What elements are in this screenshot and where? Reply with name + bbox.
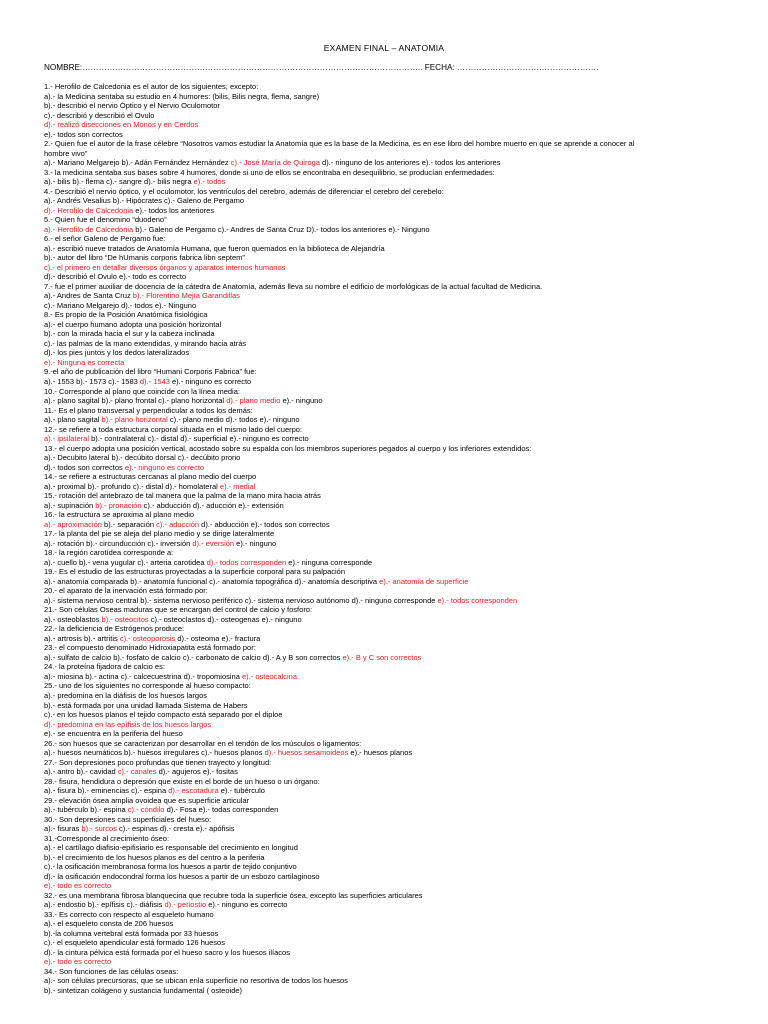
answer-highlight: b).- pronación <box>95 500 142 510</box>
line-text: 6.- el señor Galeno de Pergamo fue: <box>44 234 166 244</box>
line-text: 25.- uno de los siguientes no corresponde al hueso compacto: <box>44 681 251 691</box>
line-text: e).- tubérculo <box>218 786 265 796</box>
line-text: 34.- Son funciones de las células oseas: <box>44 966 179 976</box>
exam-line <box>44 434 734 444</box>
exam-line <box>44 796 734 806</box>
line-text: b).-la columna vertebral está formada por 33 huesos <box>44 928 219 938</box>
exam-line <box>44 339 734 349</box>
line-text: 3.- la medicina sentaba sus bases sobre 4 humores, donde si uno de ellos se encontraba en desequilibrio, se producían enfermedades: <box>44 167 495 177</box>
answer-highlight: d).- 1543 <box>139 376 170 386</box>
exam-line <box>44 244 734 254</box>
answer-highlight: c).- canales <box>117 767 157 777</box>
line-text: c).- osteoclastos d).- osteogenas e).- ninguno <box>148 614 302 624</box>
exam-line <box>44 548 734 558</box>
line-text: c).- espinas d).- cresta e).- apófisis <box>116 824 235 834</box>
question-list <box>44 82 734 996</box>
exam-line <box>44 777 734 787</box>
exam-line <box>44 529 734 539</box>
line-text: a).- 1553 b).- 1573 c).- 1583 <box>44 376 140 386</box>
answer-highlight: d).- huesos sesamoideos <box>264 748 349 758</box>
exam-line <box>44 872 734 882</box>
answer-highlight: d).- periostio <box>164 900 207 910</box>
line-text: a).- plano sagital b).- plano frontal c).- plano horizontal <box>44 396 227 406</box>
exam-line <box>44 948 734 958</box>
exam-line <box>44 891 734 901</box>
line-text: 27.- Son depresiones poco profundas que tienen trayecto y longitud: <box>44 757 272 767</box>
exam-line <box>44 729 734 739</box>
exam-line <box>44 624 734 634</box>
answer-highlight: e).- todos <box>193 177 226 187</box>
exam-title: EXAMEN FINAL – ANATOMIA <box>323 43 445 53</box>
line-text: a).- sulfato de calcio b).- fosfato de calcio c).- carbonato de calcio d).- A y B son correctos <box>44 652 343 662</box>
line-text: 13.- el cuerpo adopta una posición vertical, acostado sobre su espalda con los miembros superiores pegados al cuerpo y los inferiores extendidos: <box>44 443 532 453</box>
line-text: e).- ninguno <box>234 538 277 548</box>
exam-line <box>44 253 734 263</box>
line-text: a).- supinación <box>44 500 96 510</box>
answer-highlight: e).- ninguno es correcto <box>124 462 205 472</box>
line-text: d).- agujeros e).- fositas <box>156 767 238 777</box>
line-text: d).- describió el Ovulo e).- todo es correcto <box>44 272 187 282</box>
exam-line <box>44 263 734 273</box>
exam-line <box>44 767 734 777</box>
exam-line <box>44 111 734 121</box>
answer-highlight: b).- plano horizontal <box>101 415 168 425</box>
line-text: c).- en los huesos planos el tejido compacto está separado por el diploe <box>44 710 283 720</box>
line-text: d).- la cintura pélvica está formada por el hueso sacro y los huesos ilíacos <box>44 947 290 957</box>
line-text: a).- artrosis b).- artritis <box>44 633 120 643</box>
exam-line <box>44 662 734 672</box>
line-text: d).- los pies juntos y los dedos lateralizados <box>44 348 190 358</box>
line-text: 1.- Herofilo de Calcedonia es el autor de los siguientes; excepto: <box>44 82 259 91</box>
line-text: b).- con la mirada hacia el sur y la cabeza inclinada <box>44 329 215 339</box>
line-text: a).- el cuerpo humano adopta una posición horizontal <box>44 319 222 329</box>
line-text: 19.- Es el estudio de las estructuras proyectadas a la superficie corporal para su palpación <box>44 567 345 577</box>
answer-highlight: e).- B y C son correctos <box>342 652 422 662</box>
line-text: a).- el cartílago diafisio-epifisiario es responsable del crecimiento en longitud <box>44 843 298 853</box>
line-text: a).- plano sagital <box>44 415 102 425</box>
exam-line <box>44 491 734 501</box>
line-text: 16.- la estructura se aproxima al plano medio <box>44 510 195 520</box>
line-text: a).- bilis b).- flema c).- sangre d).- bilis negra <box>44 177 194 187</box>
line-text: c).- Mariano Melgarejo d).- todos e).- Ninguno <box>44 300 197 310</box>
exam-line <box>44 815 734 825</box>
line-text: 17.- la planta del pie se aleja del plano medio y se dirige lateralmente <box>44 529 275 539</box>
answer-highlight: d).- eversión <box>192 538 235 548</box>
exam-line <box>44 453 734 463</box>
exam-line <box>44 282 734 292</box>
answer-highlight: c).- José María de Quiroga <box>230 158 320 168</box>
exam-line <box>44 482 734 492</box>
exam-line <box>44 691 734 701</box>
line-text: a).- tubérculo b).- espina <box>44 805 128 815</box>
exam-line <box>44 130 734 140</box>
exam-line <box>44 634 734 644</box>
line-text: 14.- se refiere a estructuras cercanas al plano medio del cuerpo <box>44 472 257 482</box>
exam-line <box>44 234 734 244</box>
line-text: e).- todos son correctos <box>44 129 123 139</box>
line-text: c).- el esqueleto apendicular está formado 126 huesos <box>44 938 225 948</box>
exam-line <box>44 758 734 768</box>
line-text: b).- el crecimiento de los huesos planos es del centro a la periferia <box>44 852 265 862</box>
line-text: 12.- se refiere a toda estructura corporal situada en el mismo lado del cuerpo: <box>44 424 303 434</box>
line-text: c).- describió y describió el Ovulo <box>44 110 155 120</box>
exam-line <box>44 681 734 691</box>
line-text: c).- la osificación membranosa forma los huesos a partir de tejido conjuntivo <box>44 862 297 872</box>
line-text: a).- endostio b).- epífisis c).- diáfisis <box>44 900 165 910</box>
line-text: 33.- Es correcto con respecto al esqueleto humano <box>44 909 214 919</box>
line-text: a).- proximal b).- profundo c).- distal d).- homolateral <box>44 481 220 491</box>
exam-line <box>44 310 734 320</box>
exam-line <box>44 291 734 301</box>
line-text: e).- ninguna corresponde <box>286 557 373 567</box>
exam-line <box>44 558 734 568</box>
line-text: b).- está formada por una unidad llamada Sistema de Habers <box>44 700 248 710</box>
line-text: 26.- son huesos que se caracterizan por desarrollar en el tendón de los músculos o ligamentos: <box>44 738 362 748</box>
answer-highlight: c).- aducción <box>156 519 200 529</box>
line-text: a).- el esqueleto consta de 206 huesos <box>44 919 174 929</box>
exam-line <box>44 187 734 197</box>
exam-line <box>44 710 734 720</box>
answer-highlight: e).- osteocalcina <box>242 671 298 681</box>
answer-highlight: a).- ipsilateral <box>44 434 90 444</box>
answer-highlight: d).- plano medio <box>226 396 281 406</box>
answer-highlight: a).- Herofilo de Calcedonia <box>44 224 134 234</box>
exam-line <box>44 377 734 387</box>
exam-line <box>44 520 734 530</box>
answer-highlight: e).- medial <box>219 481 256 491</box>
line-text: b).- separación <box>101 519 157 529</box>
answer-highlight: b).- surcos <box>81 824 117 834</box>
exam-line <box>44 92 734 102</box>
exam-line <box>44 301 734 311</box>
exam-line <box>44 786 734 796</box>
line-text: 29.- elevación ósea amplia ovoidea que es superficie articular <box>44 795 250 805</box>
exam-line <box>44 396 734 406</box>
line-text: a).- sistema nervioso central b).- sistema nervioso periférico c).- sistema nervioso autónomo d).- ninguno corresponde <box>44 595 438 605</box>
exam-line <box>44 444 734 454</box>
exam-line <box>44 320 734 330</box>
line-text: b).- autor del libro “De hUmanis corporis fabrica libri septem” <box>44 253 245 263</box>
line-text: a).- Andrés Vesalius b).- Hipócrates c).- Galeno de Pergamo <box>44 196 245 206</box>
line-text: d).- todos son correctos <box>44 462 125 472</box>
exam-line <box>44 348 734 358</box>
exam-line <box>44 149 734 159</box>
line-text: d).- abducción e).- todos son correctos <box>199 519 330 529</box>
exam-line <box>44 139 734 149</box>
exam-line <box>44 387 734 397</box>
line-text: 4.- Describió el nervio óptico, y el oculomotor, los ventrículos del cerebro, además de diferenciar el cerebro del cerebelo: <box>44 186 444 196</box>
exam-line <box>44 976 734 986</box>
line-text: d).- osteoma e).- fractura <box>175 633 261 643</box>
line-text: hombre vivo” <box>44 148 88 158</box>
exam-line <box>44 900 734 910</box>
answer-highlight: e).- todo es correcto <box>44 957 112 967</box>
line-text: a).- osteoblastos <box>44 614 102 624</box>
line-text: 18.- la región carotídea corresponde a: <box>44 548 174 558</box>
exam-line <box>44 986 734 996</box>
line-text: 11.- Es el plano transversal y perpendicular a todos los demás: <box>44 405 253 415</box>
exam-line <box>44 805 734 815</box>
exam-line <box>44 158 734 168</box>
answer-highlight: d).- escotadura <box>168 786 219 796</box>
line-text: a).- miosina b).- actina c).- calcecuestrina d).- tropomiosina <box>44 671 242 681</box>
exam-line <box>44 720 734 730</box>
exam-line <box>44 919 734 929</box>
line-text: 32.- es una membrana fibrosa blanquecina que recubre toda la superficie ósea, excepto las superficies articulares <box>44 890 423 900</box>
line-text: a).- la Medicina sentaba su estudio en 4 humores: (bilis, Bilis negra, flema, sangre) <box>44 91 320 101</box>
line-text: 28.- fisura, hendidura o depresión que existe en el borde de un hueso o un órgano: <box>44 776 320 786</box>
answer-highlight: e).- anatomía de superficie <box>379 576 469 586</box>
exam-line <box>44 406 734 416</box>
line-text: 20.- el aparato de la inervación está formado por: <box>44 586 208 596</box>
answer-highlight: d).- todos corresponden <box>206 557 287 567</box>
exam-line <box>44 615 734 625</box>
exam-line <box>44 701 734 711</box>
line-text: 10.- Corresponde al plano que coincide con la línea media: <box>44 386 240 396</box>
line-text: 7.- fue el primer auxiliar de docencia de la cátedra de Anatomía, además lleva su nombre el edificio de morfológicas de la actual facultad de Medicina. <box>44 281 543 291</box>
line-text: a).- Decubito lateral b).- decúbito dorsal c).- decúbito prono <box>44 453 241 463</box>
line-text: a).- anatomía comparada b).- anatomía funcional c).- anatomía topográfica d).- anatomía descriptiva <box>44 576 380 586</box>
line-text: e).- ninguno es correcto <box>206 900 288 910</box>
answer-highlight: e).- todo es correcto <box>44 881 112 891</box>
exam-line <box>44 957 734 967</box>
exam-line <box>44 938 734 948</box>
exam-line <box>44 225 734 235</box>
exam-line <box>44 577 734 587</box>
line-text: 8.- Es propio de la Posición Anatómica fisiológica <box>44 310 208 320</box>
answer-highlight: c).- osteoporosis <box>119 633 176 643</box>
exam-line <box>44 843 734 853</box>
exam-line <box>44 672 734 682</box>
line-text: a).- fisura b).- eminencias c).- espina <box>44 786 169 796</box>
answer-highlight: b).- Florentino Mejía Garandillas <box>132 291 240 301</box>
line-text: a).- predomina en la diáfisis de los huesos largos <box>44 691 208 700</box>
exam-line <box>44 425 734 435</box>
answer-highlight: c).- cóndilo <box>127 805 165 815</box>
line-text: b).- contralateral c).- distal d).- superficial e).- ninguno es correcto <box>89 434 309 444</box>
exam-line <box>44 272 734 282</box>
line-text: 2.- Quien fue el autor de la frase célebre “Nosotros vamos estudiar la Anatomía que es la base de la Medicina, es en ese libro del hombre muerto en que se aprende a conocer al <box>44 139 635 149</box>
exam-line <box>44 596 734 606</box>
exam-line <box>44 824 734 834</box>
exam-line <box>44 748 734 758</box>
line-text: e).- ninguno es correcto <box>169 376 252 386</box>
line-text: c).- las palmas de la mano extendidas, y mirando hacia atrás <box>44 338 247 348</box>
line-text: a).- son células precursoras, que se ubican enla superficie no resortiva de todos los huesos <box>44 976 348 986</box>
line-text: a).- rotación b).- circunducción c).- inversión <box>44 538 193 548</box>
line-text: d).- la osificación endocondral forma los huesos a partir de un esbozo cartilaginoso <box>44 871 320 881</box>
exam-line <box>44 206 734 216</box>
exam-line <box>44 358 734 368</box>
line-text: c).- abducción d).- aducción e).- extensión <box>141 500 284 510</box>
line-text: e).- huesos planos <box>348 748 413 758</box>
answer-highlight: b).- osteocitos <box>101 614 149 624</box>
exam-line <box>44 853 734 863</box>
answer-highlight: d).- realizó disecciones en Monos y en Cerdos <box>44 120 199 130</box>
line-text: 31.-Corresponde al crecimiento óseo: <box>44 833 170 843</box>
exam-line <box>44 501 734 511</box>
exam-line <box>44 643 734 653</box>
line-text: a).- escribió nueve tratados de Anatomía Humana, que fueron quemados en la biblioteca de Alejandría <box>44 243 385 253</box>
line-text: 9.-el año de publicación del libro “Humani Corporis Fabrica” fue: <box>44 367 257 377</box>
exam-line <box>44 586 734 596</box>
line-text: a).- fisuras <box>44 824 82 834</box>
answer-highlight: a).- aproximación <box>44 519 102 529</box>
exam-line <box>44 929 734 939</box>
answer-highlight: e).- Ninguna es correcta <box>44 357 125 367</box>
exam-line <box>44 739 734 749</box>
exam-line <box>44 367 734 377</box>
exam-line <box>44 120 734 130</box>
line-text: b).- Galeno de Pergamo c).- Andres de Santa Cruz D).- todos los anteriores e).- Ninguno <box>133 224 430 234</box>
line-text: a).- cuello b).- vena yugular c).- arteria carotidea <box>44 557 207 567</box>
line-text: 23.- el compuesto denominado Hidroxiapatita está formado por: <box>44 643 256 653</box>
exam-line <box>44 82 734 92</box>
line-text: 22.- la deficiencia de Estrógenos produce: <box>44 624 185 634</box>
line-text: e).- todos los anteriores <box>133 205 215 215</box>
exam-line <box>44 834 734 844</box>
name-date-line: NOMBRE:…………………………………………………………………………………………………………….. FECHA: ……………………………………………. <box>44 63 599 72</box>
exam-line <box>44 862 734 872</box>
exam-line <box>44 605 734 615</box>
exam-line <box>44 539 734 549</box>
exam-line <box>44 196 734 206</box>
exam-line <box>44 463 734 473</box>
exam-line <box>44 177 734 187</box>
exam-line <box>44 567 734 577</box>
exam-line <box>44 967 734 977</box>
exam-line <box>44 510 734 520</box>
exam-line <box>44 653 734 663</box>
exam-line <box>44 472 734 482</box>
exam-line <box>44 168 734 178</box>
line-text: 15.- rotación del antebrazo de tal manera que la palma de la mano mira hacia atrás <box>44 491 321 501</box>
line-text: 21.- Son células Oseas maduras que se encargan del control de calcio y fosforo: <box>44 605 313 615</box>
line-text: d).- Fosa e).- todas corresponden <box>164 805 279 815</box>
answer-highlight: d).- predomina en las epífisis de los huesos largos <box>44 719 212 729</box>
line-text: c).- plano medio d).- todos e).- ninguno <box>167 415 300 425</box>
line-text: a).- huesos neumáticos b).- huesos irregulares c).- huesos planos <box>44 748 265 758</box>
exam-line <box>44 415 734 425</box>
exam-line <box>44 881 734 891</box>
line-text: 24.- la proteína fijadora de calcio es: <box>44 662 165 672</box>
line-text: 5.- Quien fue el denomino “duodeno” <box>44 215 167 225</box>
line-text: e).- ninguno <box>280 396 323 406</box>
answer-highlight: c).- el primero en detallar diversos órganos y aparatos internos humanos <box>44 262 286 272</box>
answer-highlight: e).- todos corresponden <box>437 595 518 605</box>
line-text: a).- Andres de Santa Cruz <box>44 291 133 301</box>
line-text: b).- describió el nervio Óptico y el Nervio Oculomotor <box>44 101 220 111</box>
answer-highlight: d).- Herofilo de Calcedonia <box>44 205 134 215</box>
line-text: d).- ninguno de los anteriores e).- todos los anteriores <box>319 158 501 168</box>
exam-line <box>44 215 734 225</box>
exam-line <box>44 910 734 920</box>
line-text: a).- Mariano Melgarejo b).- Adán Fernández Hernández <box>44 158 231 168</box>
line-text: e).- se encuentra en la periferia del hueso <box>44 729 183 739</box>
line-text: b).- sintetizan colágeno y sustancia fundamental ( osteoide) <box>44 985 243 995</box>
line-text: 30.- Son depresiones casi superficiales del hueso: <box>44 814 212 824</box>
line-text: a).- antro b).- cavidad <box>44 767 118 777</box>
exam-line <box>44 101 734 111</box>
exam-line <box>44 329 734 339</box>
